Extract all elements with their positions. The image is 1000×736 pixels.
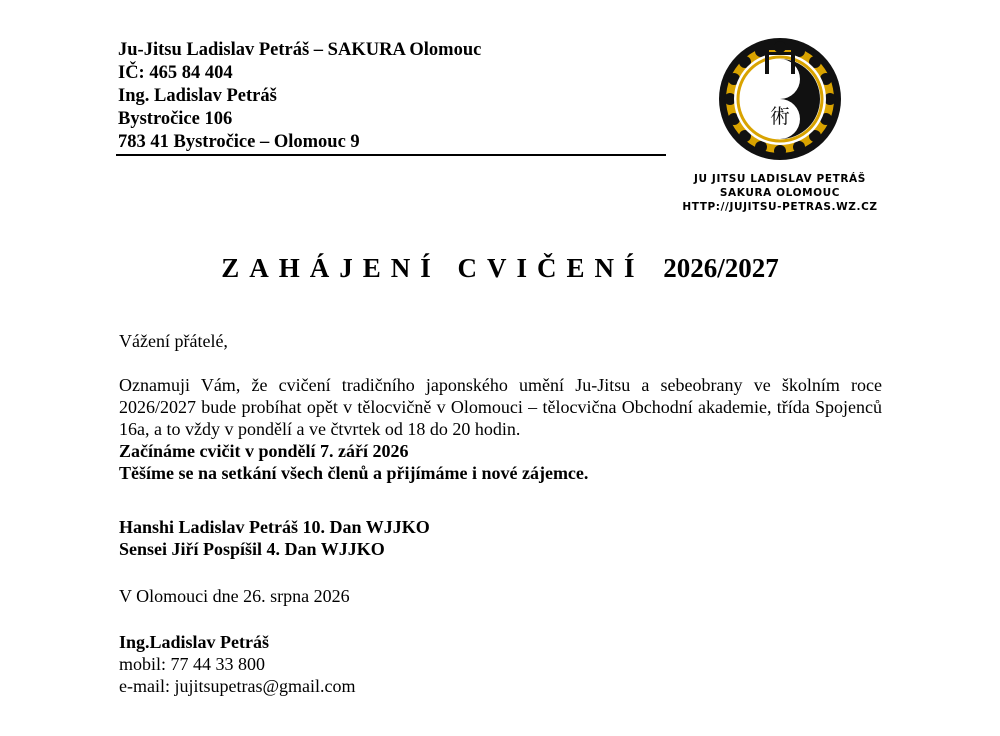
instructors [119,516,882,560]
company-id: IČ: 465 84 404 [118,63,233,83]
signature-name: Ing.Ladislav Petráš [119,632,270,652]
sender-city: 783 41 Bystročice – Olomouc 9 [118,132,360,152]
club-name: Ju-Jitsu Ladislav Petráš – SAKURA Olomouc [118,40,482,60]
club-logo-icon [718,37,842,161]
mobile-number: mobil: 77 44 33 800 [119,654,266,674]
announcement-text: Oznamuji Vám, že cvičení tradičního japonského umění Ju-Jitsu a sebeobrany ve školním roce 2026/2027 bude probíhat opět v tělocvičně v Olomouci – tělocvična Obchodní akademie, třída Spojenců 16a, a to vždy v pondělí a ve čtvrtek od 18 do 20 hodin. [119,375,882,439]
title-main: ZAHÁJENÍ CVIČENÍ [221,253,645,283]
title-year: 2026/2027 [663,253,779,283]
logo-caption [660,172,900,214]
sender-street: Bystročice 106 [118,109,233,129]
email-address: e-mail: jujitsupetras@gmail.com [119,676,356,696]
instructor-1: Hanshi Ladislav Petráš 10. Dan WJJKO [119,517,430,537]
kanji-top: 柔 [770,74,790,98]
page-title [0,251,1000,285]
start-date-line: Začínáme cvičit v pondělí 7. září 2026 [119,441,409,461]
logo-caption-line2: SAKURA OLOMOUC [719,187,841,199]
header-divider [116,154,666,156]
kanji-bottom: 術 [770,104,790,128]
announcement [119,374,882,484]
signature-block [119,631,882,697]
sender-name: Ing. Ladislav Petráš [118,86,277,106]
instructor-2: Sensei Jiří Pospíšil 4. Dan WJJKO [119,539,385,559]
welcome-line: Těšíme se na setkání všech členů a přijímáme i nové zájemce. [119,463,589,483]
place-date: V Olomouci dne 26. srpna 2026 [119,586,350,606]
logo-caption-url: HTTP://JUJITSU-PETRAS.WZ.CZ [682,201,878,213]
sender-address [118,39,666,154]
greeting: Vážení přátelé, [119,331,228,351]
logo-caption-line1: JU JITSU LADISLAV PETRÁŠ [694,173,866,185]
